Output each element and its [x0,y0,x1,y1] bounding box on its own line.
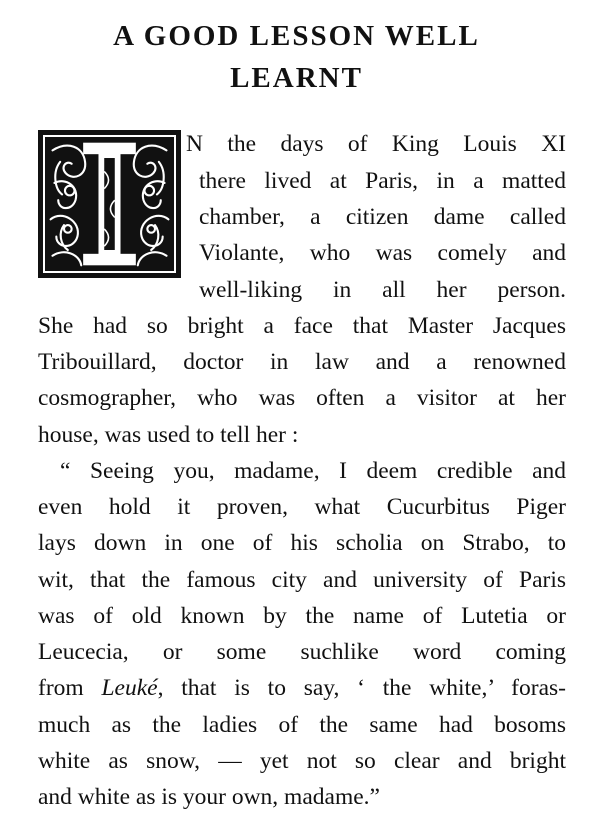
text-line: house, was used to tell her : [38,422,299,448]
text-line: wit, that the famous city and university of Paris [38,567,566,593]
text-segment: , that is to say, ‘ the white,’ foras- [157,675,566,701]
text-line-with-italic [38,677,566,701]
text-line: “ Seeing you, madame, I deem credible and [60,458,566,484]
text-line: there lived at Paris, in a matted [199,168,566,194]
text-segment: from [38,675,102,701]
text-line: cosmographer, who was often a visitor at her [38,385,566,411]
text-line: was of old known by the name of Lutetia or [38,603,566,629]
italic-word: Leuké [101,675,158,701]
text-line: and white as is your own, madame.” [38,784,380,810]
text-line: chamber, a citizen dame called [199,204,566,230]
text-line: even hold it proven, what Cucurbitus Piger [38,494,566,520]
text-line: well-liking in all her person. [199,277,566,303]
text-line: She had so bright a face that Master Jacques [38,313,566,339]
text-line: Leucecia, or some suchlike word coming [38,639,566,665]
chapter-title-line-1: A GOOD LESSON WELL [113,20,480,52]
chapter-title-line-2: LEARNT [230,62,363,94]
text-line: Tribouillard, doctor in law and a renowned [38,349,566,375]
text-line: lays down in one of his scholia on Strabo, to [38,530,566,556]
text-line: much as the ladies of the same had bosoms [38,712,566,738]
text-line: N the days of King Louis XI [186,131,566,157]
text-line: white as snow, — yet not so clear and bright [38,748,566,774]
ornamental-drop-cap-i-icon [38,130,181,278]
text-line: Violante, who was comely and [199,240,566,266]
